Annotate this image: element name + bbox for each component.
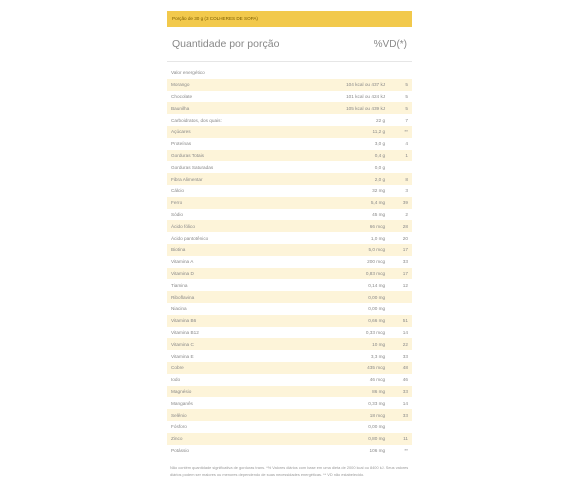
nutrient-name: Magnésio xyxy=(167,386,321,398)
nutrient-quantity: 0,00 mg xyxy=(368,424,386,430)
nutrient-quantity: 104 kcal ou 437 kJ xyxy=(321,79,390,91)
nutrient-quantity: 86 mg xyxy=(321,386,390,398)
nutrient-daily-value: 7 xyxy=(405,117,408,123)
nutrient-quantity: 10 mg xyxy=(321,338,390,350)
nutrient-daily-value xyxy=(389,303,412,315)
nutrient-name: Vitamina E xyxy=(171,353,194,359)
nutrient-quantity: 66 mcg xyxy=(321,220,390,232)
table-row xyxy=(167,350,412,362)
nutrient-daily-value: 2 xyxy=(405,211,408,217)
table-row xyxy=(167,209,412,221)
nutrient-daily-value xyxy=(389,291,412,303)
nutrient-name: Gorduras Saturadas xyxy=(171,164,214,170)
nutrient-daily-value xyxy=(389,421,412,433)
nutrient-daily-value: 33 xyxy=(402,353,408,359)
table-row xyxy=(167,409,412,421)
nutrient-name: Cobre xyxy=(167,362,321,374)
nutrition-table xyxy=(167,67,412,456)
table-row xyxy=(167,67,412,79)
table-row xyxy=(167,327,412,339)
nutrient-name: Ácido pantotênico xyxy=(171,235,209,241)
table-row xyxy=(167,173,412,185)
table-row xyxy=(167,244,412,256)
quantity-per-serving-label: Quantidade por porção xyxy=(172,38,280,50)
nutrient-daily-value: 14 xyxy=(402,400,408,406)
table-row xyxy=(167,114,412,126)
nutrient-name: Vitamina C xyxy=(167,338,321,350)
table-row xyxy=(167,374,412,386)
nutrient-daily-value: 17 xyxy=(389,268,412,280)
nutrient-name: Potássio xyxy=(171,447,189,453)
nutrient-name: Gorduras Totais xyxy=(167,150,321,162)
nutrient-daily-value: 8 xyxy=(389,173,412,185)
nutrient-quantity: 0,4 g xyxy=(321,150,390,162)
table-row xyxy=(167,79,412,91)
nutrient-quantity: 3,0 g xyxy=(374,141,386,147)
nutrient-daily-value: 3 xyxy=(405,188,408,194)
table-row xyxy=(167,268,412,280)
nutrient-quantity: 45 mg xyxy=(372,211,386,217)
table-row xyxy=(167,315,412,327)
table-row xyxy=(167,91,412,103)
nutrient-name: Carboidratos, dos quais: xyxy=(171,117,222,123)
footnote: Não contém quantidade significativa de gorduras trans. *% Valores diários com base em uma dieta de 2000 kcal ou 8400 kJ. Seus valores diários podem ser maiores ou menores dependendo de suas necessidades energéticas. ** VD não estabelecido. xyxy=(170,465,409,477)
table-row xyxy=(167,279,412,291)
nutrient-daily-value: 5 xyxy=(405,93,408,99)
table-row xyxy=(167,197,412,209)
nutrient-daily-value: 14 xyxy=(402,329,408,335)
nutrient-name: Riboflavina xyxy=(167,291,321,303)
nutrient-daily-value: 48 xyxy=(389,362,412,374)
nutrient-quantity: 435 mcg xyxy=(321,362,390,374)
table-row xyxy=(167,362,412,374)
nutrient-daily-value: 33 xyxy=(389,409,412,421)
nutrient-name: Fósforo xyxy=(171,424,187,430)
nutrient-quantity: 200 mcg xyxy=(367,259,386,265)
nutrient-name: Zinco xyxy=(167,433,321,445)
table-row xyxy=(167,102,412,114)
daily-value-label: %VD(*) xyxy=(373,38,407,50)
serving-size-bar: Porção de 30 g (3 COLHERES DE SOPA) xyxy=(167,11,412,27)
nutrient-quantity: 46 mcg xyxy=(369,377,386,383)
table-row xyxy=(167,291,412,303)
nutrient-name: Vitamina B6 xyxy=(167,315,321,327)
table-row xyxy=(167,338,412,350)
nutrient-quantity: 2,0 g xyxy=(321,173,390,185)
divider xyxy=(167,61,412,62)
nutrient-daily-value: 11 xyxy=(389,433,412,445)
nutrient-daily-value: 28 xyxy=(389,220,412,232)
table-row xyxy=(167,433,412,445)
nutrient-daily-value: 17 xyxy=(389,244,412,256)
nutrient-quantity: 106 mg xyxy=(369,447,386,453)
nutrient-quantity: 105 kcal ou 439 kJ xyxy=(321,102,390,114)
nutrient-quantity: 0,80 mg xyxy=(321,433,390,445)
table-row xyxy=(167,397,412,409)
nutrient-name: Vitamina B12 xyxy=(171,329,199,335)
nutrient-name: Açúcares xyxy=(167,126,321,138)
nutrient-quantity: 0,14 mg xyxy=(368,282,386,288)
table-row xyxy=(167,220,412,232)
nutrient-daily-value: 22 xyxy=(389,338,412,350)
nutrient-name: Tiamina xyxy=(171,282,188,288)
table-row xyxy=(167,232,412,244)
nutrient-name: Vitamina D xyxy=(167,268,321,280)
nutrient-quantity: 0,33 mg xyxy=(368,400,386,406)
nutrient-daily-value xyxy=(389,161,412,173)
nutrient-quantity: 0,66 mg xyxy=(321,315,390,327)
nutrient-name: Sódio xyxy=(171,211,183,217)
nutrient-quantity: 0,83 mcg xyxy=(321,268,390,280)
nutrient-quantity: 5,4 mg xyxy=(321,197,390,209)
nutrient-name: Valor energético xyxy=(171,70,205,76)
table-row xyxy=(167,303,412,315)
nutrient-daily-value: 12 xyxy=(402,282,408,288)
nutrient-name: Manganês xyxy=(171,400,193,406)
table-heading xyxy=(167,31,412,57)
nutrient-name: Fibra Alimentar xyxy=(167,173,321,185)
nutrient-name: Baunilha xyxy=(167,102,321,114)
nutrient-quantity: 3,3 mg xyxy=(370,353,386,359)
nutrient-name: Chocolate xyxy=(171,93,193,99)
nutrient-quantity: 0,00 mg xyxy=(321,291,390,303)
nutrient-daily-value: 33 xyxy=(402,259,408,265)
nutrient-quantity: 22 g xyxy=(376,117,386,123)
nutrient-daily-value: 5 xyxy=(389,79,412,91)
nutrient-name: Iodo xyxy=(171,377,181,383)
nutrient-daily-value: 39 xyxy=(389,197,412,209)
nutrient-quantity: 0,33 mcg xyxy=(365,329,386,335)
nutrient-name: Biotina xyxy=(167,244,321,256)
nutrient-quantity: 32 mg xyxy=(372,188,386,194)
table-row xyxy=(167,185,412,197)
table-row xyxy=(167,445,412,457)
table-row xyxy=(167,150,412,162)
table-row xyxy=(167,256,412,268)
nutrition-facts-panel xyxy=(167,11,412,491)
table-row xyxy=(167,421,412,433)
nutrient-quantity: 0,0 g xyxy=(374,164,386,170)
table-row xyxy=(167,161,412,173)
nutrient-name: Selênio xyxy=(167,409,321,421)
nutrient-daily-value xyxy=(389,67,412,79)
nutrient-daily-value: 5 xyxy=(389,102,412,114)
nutrient-daily-value: 46 xyxy=(402,377,408,383)
nutrient-name: Niacina xyxy=(171,306,187,312)
nutrient-name: Vitamina A xyxy=(171,259,194,265)
nutrient-daily-value: ** xyxy=(404,447,408,453)
nutrient-name: Ácido fólico xyxy=(167,220,321,232)
nutrient-daily-value: ** xyxy=(389,126,412,138)
nutrient-name: Cálcio xyxy=(171,188,185,194)
nutrient-name: Proteínas xyxy=(171,141,192,147)
nutrient-daily-value: 51 xyxy=(389,315,412,327)
nutrient-name: Morango xyxy=(167,79,321,91)
nutrient-quantity: 11,2 g xyxy=(321,126,390,138)
table-row xyxy=(167,126,412,138)
table-row xyxy=(167,386,412,398)
nutrient-quantity: 1,0 mg xyxy=(370,235,386,241)
nutrient-quantity: 101 kcal ou 424 kJ xyxy=(346,93,386,99)
nutrient-quantity: 0,00 mg xyxy=(368,306,386,312)
table-row xyxy=(167,138,412,150)
nutrient-quantity xyxy=(321,67,390,79)
nutrient-daily-value: 4 xyxy=(405,141,408,147)
nutrient-daily-value: 1 xyxy=(389,150,412,162)
nutrient-name: Ferro xyxy=(167,197,321,209)
nutrient-daily-value: 33 xyxy=(389,386,412,398)
nutrient-daily-value: 20 xyxy=(402,235,408,241)
nutrient-quantity: 5,0 mcg xyxy=(321,244,390,256)
nutrient-quantity: 18 mcg xyxy=(321,409,390,421)
